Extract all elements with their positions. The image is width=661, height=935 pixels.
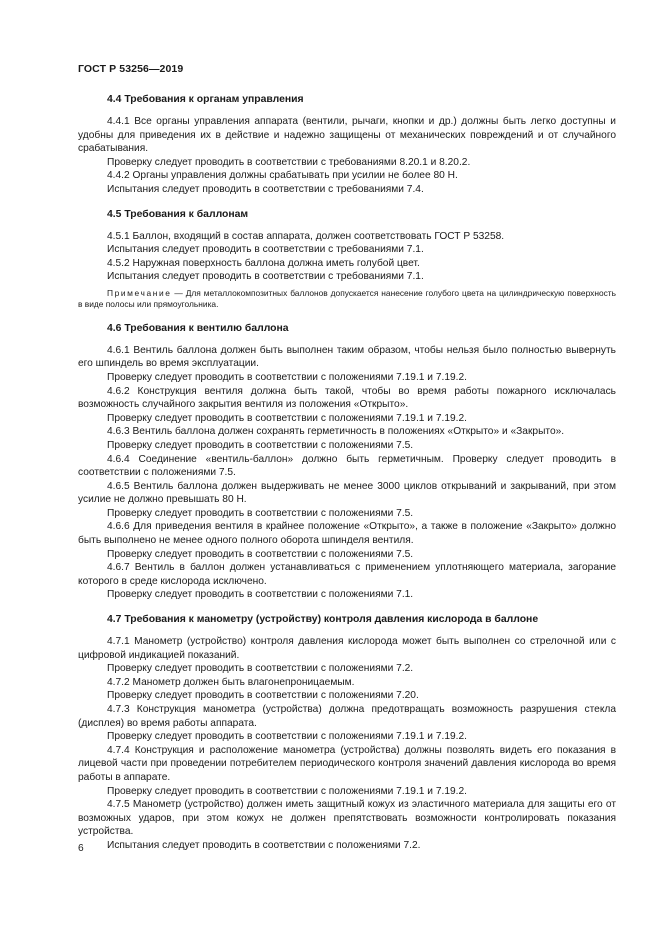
paragraph: Испытания следует проводить в соответствии с требованиями 7.1. <box>107 271 424 283</box>
section-title: 4.7 Требования к манометру (устройству) контроля давления кислорода в баллоне <box>107 614 539 626</box>
paragraph: Проверку следует проводить в соответствии с положениями 7.2. <box>107 663 414 675</box>
paragraph: Проверку следует проводить в соответствии с положениями 7.5. <box>107 548 414 560</box>
page-number: 6 <box>78 843 84 854</box>
section-4-7 <box>78 613 616 853</box>
paragraph: Испытания следует проводить в соответствии с требованиями 7.4. <box>107 183 424 195</box>
paragraph: Проверку следует проводить в соответствии с положениями 7.19.1 и 7.19.2. <box>107 412 467 424</box>
paragraph: Проверку следует проводить в соответствии с положениями 7.19.1 и 7.19.2. <box>107 731 467 743</box>
note-label: Примечание <box>107 287 172 298</box>
paragraph: 4.7.5 Манометр (устройство) должен иметь защитный кожух из эластичного материала для защиты его от возможных ударов, при этом кожух не должен препятствовать возможности контролировать показания устройства. <box>78 799 616 838</box>
section-title: 4.4 Требования к органам управления <box>107 94 304 105</box>
paragraph: Проверку следует проводить в соответствии с положениями 7.19.1 и 7.19.2. <box>107 371 467 383</box>
paragraph: 4.6.2 Конструкция вентиля должна быть такой, чтобы во время работы пожарного исключалась возможность случайного закрытия вентиля из положения «Открыто». <box>78 385 616 411</box>
paragraph: 4.7.4 Конструкция и расположение манометра (устройства) должны позволять видеть его показания в лицевой части при проведении потребителем периодического контроля значений давления кислорода во время работы в аппарате. <box>78 744 616 783</box>
paragraph: 4.7.2 Манометр должен быть влагонепроницаемым. <box>107 676 355 688</box>
paragraph: Проверку следует проводить в соответствии с положениями 7.5. <box>107 507 414 519</box>
paragraph: Проверку следует проводить в соответствии с положениями 7.20. <box>107 690 419 702</box>
section-4-4 <box>78 93 616 197</box>
paragraph: 4.7.1 Манометр (устройство) контроля давления кислорода может быть выполнен со стрелочной или с цифровой индикацией показаний. <box>78 636 616 661</box>
paragraph: 4.6.5 Вентиль баллона должен выдерживать не менее 3000 циклов открываний и закрываний, при этом усилие не должно превышать 80 Н. <box>78 480 616 506</box>
section-title: 4.5 Требования к баллонам <box>107 208 249 220</box>
paragraph: Проверку следует проводить в соответствии с положениями 7.1. <box>107 589 414 601</box>
paragraph: 4.5.1 Баллон, входящий в состав аппарата, должен соответствовать ГОСТ Р 53258. <box>107 230 505 242</box>
paragraph: 4.5.2 Наружная поверхность баллона должна иметь голубой цвет. <box>107 257 420 269</box>
paragraph: 4.7.3 Конструкция манометра (устройства) должна предотвращать возможность разрушения стекла (дисплея) во время работы аппарата. <box>78 704 616 729</box>
paragraph: Проверку следует проводить в соответствии с положениями 7.5. <box>107 439 414 451</box>
paragraph: Испытания следует проводить в соответствии с положениями 7.2. <box>107 839 421 851</box>
section-4-6 <box>78 322 616 602</box>
paragraph: 4.6.1 Вентиль баллона должен быть выполнен таким образом, чтобы нельзя было полностью вывернуть его шпиндель во время эксплуатации. <box>78 344 616 370</box>
paragraph: 4.4.2 Органы управления должны срабатывать при усилии не более 80 Н. <box>107 170 458 182</box>
paragraph: 4.6.3 Вентиль баллона должен сохранять герметичность в положениях «Открыто» и «Закрыто». <box>107 426 565 438</box>
paragraph: 4.6.6 Для приведения вентиля в крайнее положение «Открыто», а также в положение «Закрыто» должно быть выполнено не менее одного полного оборота шпинделя вентиля. <box>78 521 616 547</box>
note-text: — Для металлокомпозитных баллонов допускается нанесение голубого цвета на цилиндрическую поверхность в виде полосы или прямоугольника. <box>78 287 616 310</box>
paragraph: Проверку следует проводить в соответствии с положениями 7.19.1 и 7.19.2. <box>107 785 467 797</box>
paragraph: 4.4.1 Все органы управления аппарата (вентили, рычаги, кнопки и др.) должны быть легко доступны и удобны для приведения их в действие и надежно защищены от механических повреждений и от случайного срабатывания. <box>78 116 616 155</box>
paragraph: Испытания следует проводить в соответствии с требованиями 7.1. <box>107 244 424 256</box>
section-4-5 <box>78 208 616 311</box>
note <box>78 288 616 311</box>
paragraph: 4.6.7 Вентиль в баллон должен устанавливаться с применением уплотняющего материала, загорание которого в среде кислорода исключено. <box>78 562 616 587</box>
section-title: 4.6 Требования к вентилю баллона <box>107 322 289 334</box>
document-code: ГОСТ Р 53256—2019 <box>78 63 184 75</box>
document-body <box>78 93 616 864</box>
paragraph: 4.6.4 Соединение «вентиль-баллон» должно быть герметичным. Проверку следует проводить в соответствии с положениями 7.5. <box>78 453 616 479</box>
paragraph: Проверку следует проводить в соответствии с требованиями 8.20.1 и 8.20.2. <box>107 156 471 168</box>
